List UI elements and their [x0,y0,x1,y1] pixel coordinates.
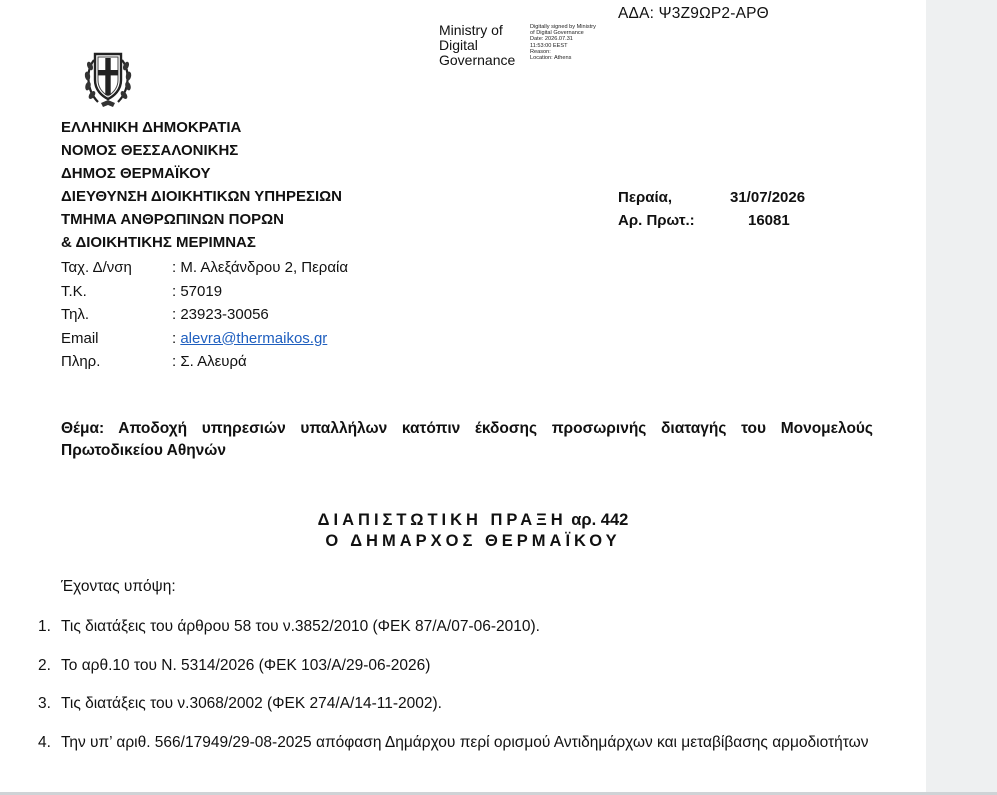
postcode-value: : 57019 [172,282,223,300]
address-row [61,256,348,280]
place-label: Περαία, [618,189,673,206]
act-title [0,510,926,552]
act-title-text: ΔΙΑΠΙΣΤΩΤΙΚΗ ΠΡΑΞΗ [317,511,567,529]
greek-coat-of-arms-icon [82,46,134,110]
signature-org-line: Digital [439,37,478,53]
list-item-number: 4. [38,733,51,751]
list-item-text: Τις διατάξεις του άρθρου 58 του ν.3852/2010 (ΦΕΚ 87/Α/07-06-2010). [61,618,540,635]
document-date: 31/07/2026 [730,189,806,206]
info-label: Πληρ. [61,353,101,370]
signature-details [530,24,640,61]
postcode-row [61,280,348,304]
ada-code: ΑΔΑ: Ψ3Ζ9ΩΡ2-ΑΡΘ [618,5,769,22]
protocol-number: 16081 [748,212,790,229]
subject-line: Θέμα: Αποδοχή υπηρεσιών υπαλλήλων κατόπιν έκδοσης προσωρινής διαταγής του Μονομελούς Πρωτοδικείου Αθηνών [61,420,873,459]
date-row [618,186,805,209]
list-item-number: 1. [38,618,51,635]
considering-label: Έχοντας υπόψη: [61,578,176,595]
list-item [38,616,872,638]
signature-detail-line: of Digital Governance [530,30,584,37]
email-prefix: : [172,329,181,347]
header-line: ΔΙΕΥΘΥΝΣΗ ΔΙΟΙΚΗΤΙΚΩΝ ΥΠΗΡΕΣΙΩΝ [61,188,342,205]
header-line: ΕΛΛΗΝΙΚΗ ΔΗΜΟΚΡΑΤΙΑ [61,119,242,136]
email-label: Email [61,329,99,347]
signature-org [439,23,529,68]
info-row [61,350,348,374]
signature-detail-line: Reason: [530,48,551,55]
protocol-label: Αρ. Πρωτ.: [618,212,695,229]
header-line: ΝΟΜΟΣ ΘΕΣΣΑΛΟΝΙΚΗΣ [61,142,239,159]
signature-detail-line: Date: 2026.07.31 [530,36,573,43]
list-item-text: Το αρθ.10 του Ν. 5314/2026 (ΦΕΚ 103/Α/29-06-2026) [61,656,431,674]
phone-label: Τηλ. [61,306,90,323]
phone-value: : 23923-30056 [172,306,269,323]
list-item [38,655,872,677]
issuer-header [61,116,342,254]
signature-org-line: Governance [439,52,516,68]
phone-row [61,303,348,327]
email-link[interactable]: alevra@thermaikos.gr [180,329,328,347]
list-item [38,732,872,762]
postcode-label: Τ.Κ. [61,282,87,300]
header-line: ΤΜΗΜΑ ΑΝΘΡΩΠΙΝΩΝ ΠΟΡΩΝ [61,211,285,228]
signature-detail-line: Location: Athens [530,55,572,62]
address-label: Ταχ. Δ/νση [61,259,132,276]
list-item-text: Την υπ’ αριθ. 566/17949/29-08-2025 απόφαση Δημάρχου περί ορισμού Αντιδημάρχων και μεταβίβασης αρμοδιοτήτων [61,733,869,751]
list-item-number: 3. [38,695,51,712]
email-row [61,327,348,351]
list-item [38,693,872,715]
reference-block [618,186,805,232]
protocol-row [618,209,805,232]
contact-info [61,256,348,374]
act-number: αρ. 442 [566,511,629,529]
signature-detail-line: Digitally signed by Ministry [530,24,596,30]
list-item-number: 2. [38,656,51,674]
considerations-list [38,616,872,778]
header-line: ΔΗΜΟΣ ΘΕΡΜΑΪΚΟΥ [61,165,211,182]
act-subtitle: Ο ΔΗΜΑΡΧΟΣ ΘΕΡΜΑΪΚΟΥ [325,532,621,550]
header-line: & ΔΙΟΙΚΗΤΙΚΗΣ ΜΕΡΙΜΝΑΣ [61,234,256,251]
info-value: : Σ. Αλευρά [172,353,247,370]
signature-org-line: Ministry of [439,22,503,38]
address-value: : Μ. Αλεξάνδρου 2, Περαία [172,259,349,276]
act-title-line [20,510,926,531]
list-item-text: Τις διατάξεις του ν.3068/2002 (ΦΕΚ 274/Α/14-11-2002). [61,695,442,712]
signature-detail-line: 11:53:00 EEST [530,42,568,49]
